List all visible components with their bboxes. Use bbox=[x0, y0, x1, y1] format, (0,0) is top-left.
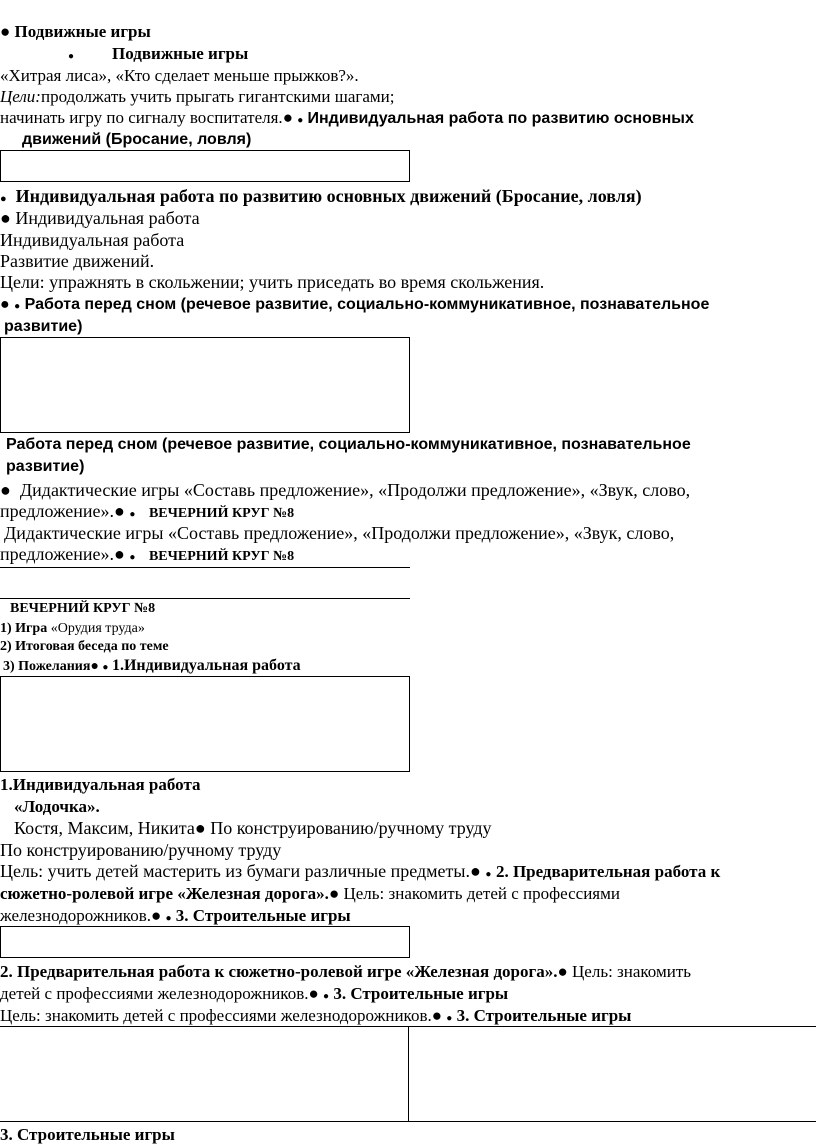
divider bbox=[0, 598, 410, 599]
list-item: 2) Итоговая беседа по теме bbox=[0, 639, 169, 654]
section-heading: 3. Строительные игры bbox=[0, 1125, 175, 1144]
text-line: Индивидуальная работа bbox=[0, 230, 185, 250]
text-line: детей с профессиями железнодорожников.● ● 3. Строительные игры bbox=[0, 984, 509, 1003]
section-heading-line2: развитие) bbox=[6, 458, 85, 475]
text-line: Развитие движений. bbox=[0, 251, 155, 271]
next-heading-line2: сюжетно-ролевой игре «Железная дорога».● Цель: знакомить детей с профессиями bbox=[0, 884, 620, 903]
text-line: железнодорожников.● ● 3. Строительные игры bbox=[0, 906, 351, 925]
text-line: ● Дидактические игры «Составь предложение», «Продолжи предложение», «Звук, слово, bbox=[0, 480, 691, 500]
section-heading: 1.Индивидуальная работа bbox=[0, 775, 201, 794]
empty-box bbox=[0, 337, 410, 433]
section-bullet-heading: ● Подвижные игры bbox=[0, 22, 151, 41]
text-line: предложение».● ● ВЕЧЕРНИЙ КРУГ №8 bbox=[0, 501, 295, 521]
section-heading: Работа перед сном (речевое развитие, социально-коммуникативное, познавательное bbox=[6, 436, 691, 453]
text-line: предложение».● ● ВЕЧЕРНИЙ КРУГ №8 bbox=[0, 544, 295, 564]
activity-title: «Лодочка». bbox=[14, 797, 100, 816]
empty-box bbox=[0, 676, 410, 772]
text-line: Цель: знакомить детей с профессиями железнодорожников.● ● 3. Строительные игры bbox=[0, 1006, 632, 1025]
next-heading-line2: развитие) bbox=[4, 318, 83, 335]
goals-continuation: начинать игру по сигналу воспитателя.● ● Индивидуальная работа по развитию основных bbox=[0, 108, 694, 127]
games-list: «Хитрая лиса», «Кто сделает меньше прыжков?». bbox=[0, 66, 359, 85]
list-item: 3) Пожелания● ● 1.Индивидуальная работа bbox=[3, 657, 301, 674]
section-heading: 2. Предварительная работа к сюжетно-ролевой игре «Железная дорога».● Цель: знакомить bbox=[0, 962, 692, 981]
bullet-heading: ● Подвижные игры bbox=[68, 44, 249, 63]
text-line: Костя, Максим, Никита● По конструированию/ручному труду bbox=[14, 818, 492, 838]
text-line: Дидактические игры «Составь предложение», «Продолжи предложение», «Звук, слово, bbox=[4, 523, 675, 543]
text-line: По конструированию/ручному труду bbox=[0, 840, 282, 860]
empty-box bbox=[0, 926, 410, 958]
section-heading: ВЕЧЕРНИЙ КРУГ №8 bbox=[10, 601, 156, 616]
next-heading: ● ● Работа перед сном (речевое развитие, социально-коммуникативное, познавательное bbox=[0, 296, 710, 313]
table-bottom-border bbox=[0, 1121, 816, 1122]
next-heading-line2: движений (Бросание, ловля) bbox=[22, 131, 252, 148]
goals-line: Цели: упражнять в скольжении; учить приседать во время скольжения. bbox=[0, 272, 545, 292]
goal-line: Цель: учить детей мастерить из бумаги различные предметы.● ● 2. Предварительная работа к bbox=[0, 861, 721, 881]
empty-box bbox=[0, 150, 410, 182]
list-item: 1) Игра «Орудия труда» bbox=[0, 621, 145, 636]
table-column-divider bbox=[408, 1026, 409, 1122]
divider bbox=[0, 567, 410, 568]
text-line: ● Индивидуальная работа bbox=[0, 208, 200, 228]
goals-line: Цели:продолжать учить прыгать гигантскими шагами; bbox=[0, 87, 395, 106]
section-heading: ● Индивидуальная работа по развитию основных движений (Бросание, ловля) bbox=[0, 186, 642, 206]
